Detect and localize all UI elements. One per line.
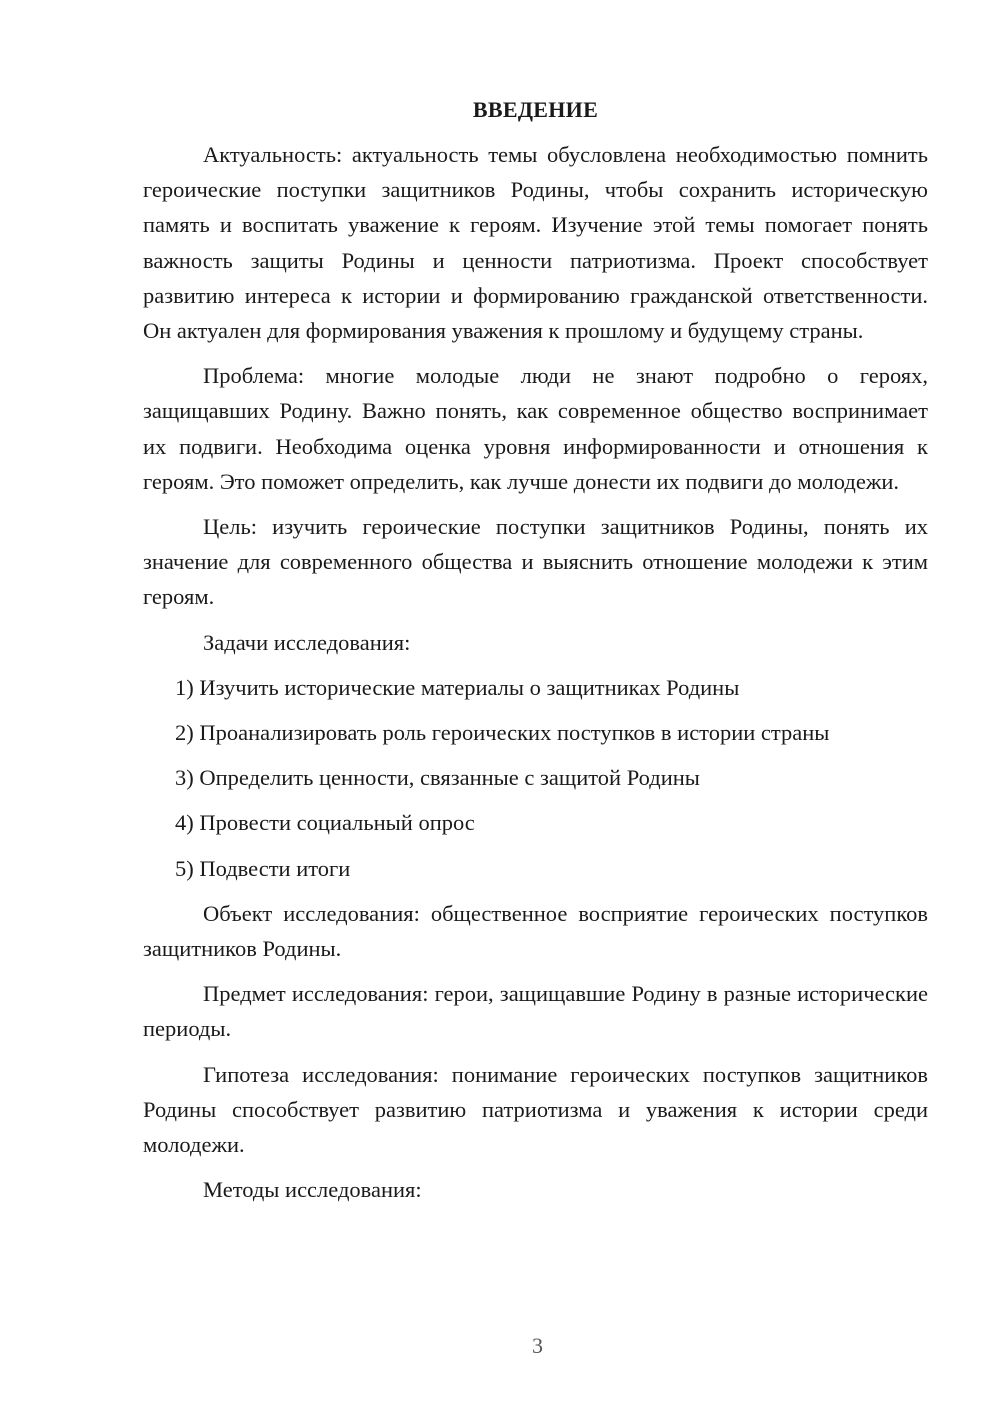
- paragraph-problem: Проблема: многие молодые люди не знают подробно о героях, защищавших Родину. Важно понять, как современное общество воспринимает их подвиги. Необходима оценка уровня информированности и отношения к героям. Это поможет определить, как лучше донести их подвиги до молодежи.: [143, 363, 928, 494]
- page-title: ВВЕДЕНИЕ: [472, 97, 599, 122]
- methods-heading: Методы исследования:: [203, 1177, 422, 1203]
- list-item: 3) Определить ценности, связанные с защитой Родины: [175, 765, 700, 791]
- tasks-heading: Задачи исследования:: [203, 629, 411, 655]
- list-item: 1) Изучить исторические материалы о защитниках Родины: [175, 674, 740, 700]
- paragraph-goal: Цель: изучить героические поступки защитников Родины, понять их значение для современного общества и выяснить отношение молодежи к этим героям.: [143, 514, 928, 610]
- paragraph-hypothesis: Гипотеза исследования: понимание героических поступков защитников Родины способствует развитию патриотизма и уважения к истории среди молодежи.: [143, 1061, 928, 1158]
- paragraph-object: Объект исследования: общественное восприятие героических поступков защитников Родины.: [143, 900, 928, 962]
- paragraph-subject: Предмет исследования: герои, защищавшие Родину в разные исторические периоды.: [143, 981, 928, 1042]
- list-item: 4) Провести социальный опрос: [175, 810, 475, 836]
- tasks-list: [143, 670, 928, 886]
- paragraph-relevance: Актуальность: актуальность темы обусловлена необходимостью помнить героические поступки защитников Родины, чтобы сохранить историческую память и воспитать уважение к героям. Изучение этой темы помогает понять важность защиты Родины и ценности патриотизма. Проект способствует развитию интереса к истории и формированию гражданской ответственности. Он актуален для формирования уважения к прошлому и будущему страны.: [143, 142, 928, 344]
- page-number: 3: [532, 1333, 543, 1358]
- page-content: [143, 95, 928, 1217]
- list-item: 2) Проанализировать роль героических поступков в истории страны: [175, 720, 830, 746]
- list-item: 5) Подвести итоги: [175, 855, 351, 881]
